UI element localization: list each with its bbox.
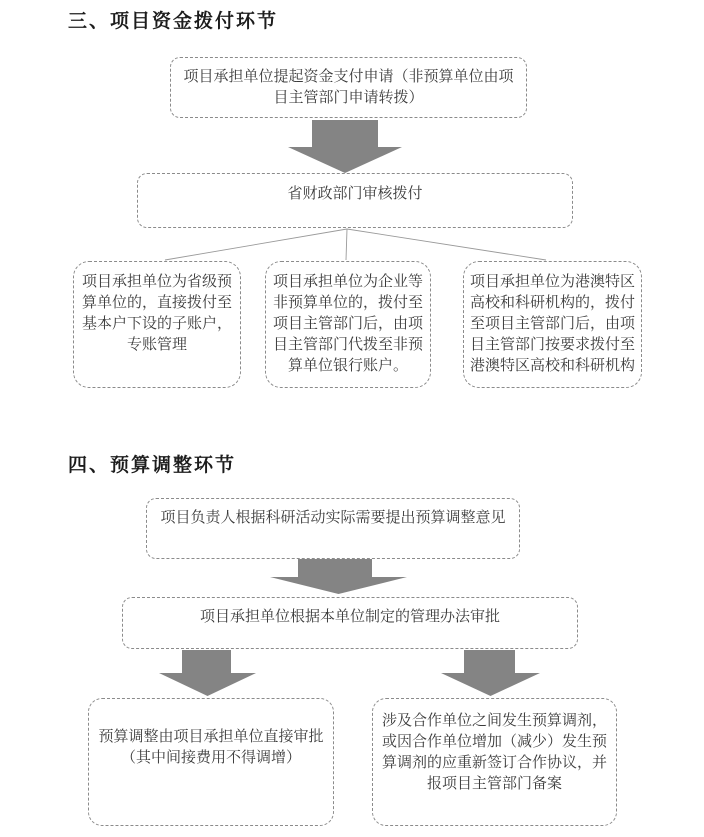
flow-box-cooperation-adjust bbox=[372, 698, 617, 826]
connector-line-left bbox=[165, 229, 347, 260]
flow-box-branch-provincial-text: 项目承担单位为省级预算单位的，直接拨付至基本户下设的子账户，专账管理 bbox=[81, 274, 232, 353]
down-block-arrow-shape bbox=[288, 120, 402, 173]
connector-line-right bbox=[347, 229, 546, 260]
flow-box-unit-approve-text: 项目承担单位根据本单位制定的管理办法审批 bbox=[199, 609, 500, 625]
flow-box-branch-hk-macau bbox=[463, 261, 642, 388]
flow-box-finance-review-text: 省财政部门审核拨付 bbox=[287, 186, 423, 202]
down-block-arrow-shape bbox=[159, 650, 256, 696]
flow-box-branch-provincial bbox=[73, 261, 241, 388]
flow-box-finance-review bbox=[137, 173, 573, 228]
flow-box-direct-approve bbox=[88, 698, 334, 826]
flow-box-payment-apply bbox=[170, 57, 527, 118]
flow-box-budget-propose bbox=[146, 498, 520, 559]
section-title-fund-allocation: 三、项目资金拨付环节 bbox=[68, 11, 279, 32]
flow-box-payment-apply-text: 项目承担单位提起资金支付申请（非预算单位由项目主管部门申请转拨） bbox=[183, 68, 514, 106]
connector-line-middle bbox=[346, 229, 347, 260]
down-block-arrow-icon bbox=[270, 559, 407, 594]
down-block-arrow-icon bbox=[159, 650, 256, 696]
branch-connector-lines bbox=[100, 227, 600, 261]
flow-box-unit-approve bbox=[122, 597, 578, 649]
down-block-arrow-icon bbox=[288, 120, 402, 173]
flow-box-branch-enterprise bbox=[265, 261, 431, 388]
down-block-arrow-shape bbox=[441, 650, 540, 696]
flow-box-branch-hk-macau-text: 项目承担单位为港澳特区高校和科研机构的，拨付至项目主管部门后，由项目主管部门按要求拨付至港澳特区高校和科研机构 bbox=[469, 274, 635, 374]
flow-box-branch-enterprise-text: 项目承担单位为企业等非预算单位的，拨付至项目主管部门后，由项目主管部门代拨至非预算单位银行账户。 bbox=[272, 274, 423, 374]
down-block-arrow-icon bbox=[441, 650, 540, 696]
section-title-budget-adjustment: 四、预算调整环节 bbox=[68, 455, 237, 476]
flow-box-direct-approve-text: 预算调整由项目承担单位直接审批（其中间接费用不得调增） bbox=[98, 729, 324, 766]
flow-box-cooperation-adjust-text: 涉及合作单位之间发生预算调剂，或因合作单位增加（减少）发生预算调剂的应重新签订合作协议，并报项目主管部门备案 bbox=[381, 713, 607, 792]
flow-box-budget-propose-text: 项目负责人根据科研活动实际需要提出预算调整意见 bbox=[160, 510, 506, 526]
down-block-arrow-shape bbox=[270, 559, 407, 594]
